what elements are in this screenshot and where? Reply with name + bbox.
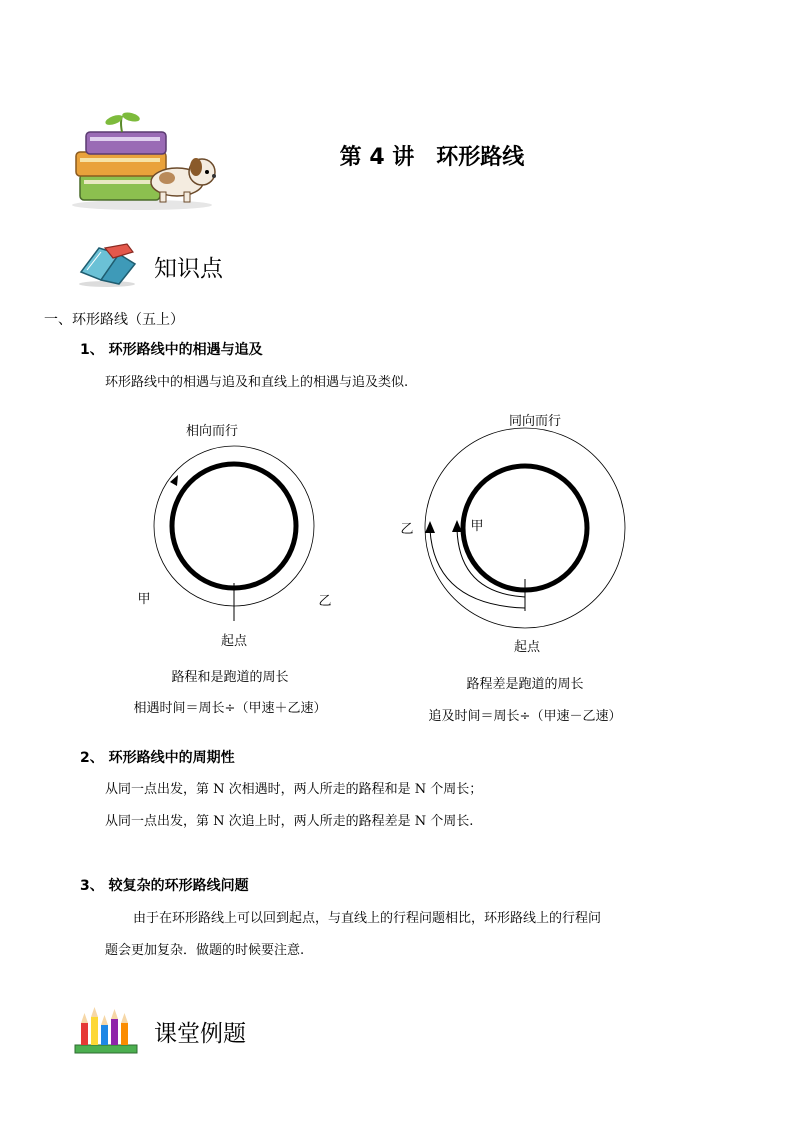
item1-heading: 1、 环形路线中的相遇与追及	[80, 342, 263, 358]
section-title-examples: 课堂例题	[154, 1021, 246, 1047]
item2-line2: 从同一点出发，第 N 次追上时，两人所走的路程差是 N 个周长.	[105, 814, 474, 829]
diagram-left-caption1: 路程和是跑道的周长	[171, 670, 289, 685]
diagram-opposite-direction	[130, 415, 350, 655]
diagram-left-top-label: 相向而行	[185, 424, 239, 439]
section-title-knowledge: 知识点	[154, 256, 223, 282]
diagram-left-yi-label: 乙	[318, 594, 332, 609]
item2-line1: 从同一点出发，第 N 次相遇时，两人所走的路程和是 N 个周长；	[105, 782, 483, 797]
diagram-left-start-label: 起点	[220, 634, 248, 649]
item3-line2: 题会更加复杂．做题的时候要注意.	[105, 943, 305, 958]
arrow-outer-head	[425, 521, 435, 533]
page-title: 第 4 讲 环形路线	[339, 145, 525, 170]
diagram-left-jia-label: 甲	[137, 592, 151, 607]
diagram-right-caption1: 路程差是跑道的周长	[466, 677, 584, 692]
diagram-right-start-label: 起点	[513, 640, 541, 655]
item3-heading: 3、 较复杂的环形路线问题	[80, 878, 249, 894]
diagram-left-caption2: 相遇时间＝周长÷（甲速＋乙速）	[133, 701, 327, 716]
diagram-right-jia-label: 甲	[470, 519, 484, 534]
diagram-right-yi-label: 乙	[400, 522, 414, 537]
item1-text: 环形路线中的相遇与追及和直线上的相遇与追及类似.	[105, 375, 409, 390]
arrow-inner-head	[452, 520, 462, 532]
diagram-right-caption2: 追及时间＝周长÷（甲速－乙速）	[428, 709, 622, 724]
item3-line1: 由于在环形路线上可以回到起点，与直线上的行程问题相比，环形路线上的行程问	[133, 911, 602, 926]
item2-heading: 2、 环形路线中的周期性	[80, 750, 235, 766]
open-book-icon	[75, 242, 139, 288]
diagram-right-top-label: 同向而行	[508, 414, 562, 429]
outline-heading: 一、环形路线（五上）	[44, 312, 184, 328]
diagram-same-direction	[395, 405, 645, 655]
pencils-icon	[73, 1005, 139, 1055]
